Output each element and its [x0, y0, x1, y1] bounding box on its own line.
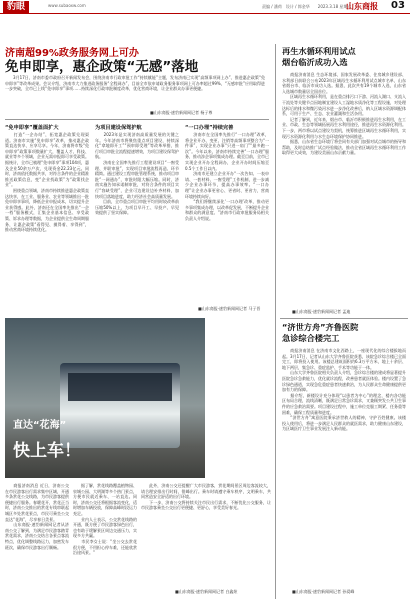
page-header — [0, 0, 410, 14]
col3-byline: ■山东商报·速豹新闻网记者 马子晋 — [198, 306, 261, 311]
section-logo: 豹眼 — [3, 1, 29, 13]
bottom-col2: 据了解，赏花线路覆盖植物园、泉城公园、大明湖等多个热门景点，方便市民就近乘车、一站直达。同时，济南公交还将根据客流变化，适时增加车辆投放，保障高峰时段运力充足。 业内人士表示，公交赏花线路的开通，既方便了市民游客绿色出行，也有助于缓解景区周边交通压力，实现多方共赢。 市民李女士说：“坐公交去赏花很方便，不用担心停车难，还能欣赏沿途风景。” — [73, 483, 137, 556]
bus-photo — [5, 318, 205, 478]
photo-caption-line2: 快上车！ — [13, 441, 81, 461]
right2-body: 商报济南消息 在济南市文化西路上，一座现代化的综合楼拔地而起。3月17日，记者从山东大学齐鲁医院获悉，该院急诊综合楼已全面完工，即将投入使用。该楼总建筑面积约6.3万平方米，地上十余层、地下两层，集急诊、重症监护、手术等功能于一体。 山东大学齐鲁医院相关负责人介绍，急诊综合楼的建成将显著提升医院急诊急救能力，优化就诊流程，改善患者就医体验。楼内设置了急诊绿色通道，实现急危重症患者快速救治，为人民群众生命健康提供更加有力的保障。 据介绍，新楼设计充分体现“以患者为中心”的理念，楼内各功能区布局合理，流线清晰，既满足日常急诊需求，又兼顾突发公共卫生事件的应急救治需要。项目建设过程中，施工单位克服工期紧、任务重等困难，确保工程质量和进度。 “济世方舟”寓意医院秉承济世救人的精神，守护百姓健康。该楼投入使用后，将进一步满足人民群众的就医需求，助力健康山东建设，为区域医疗卫生事业发展注入新动能。 — [282, 348, 406, 432]
lead-headline: 免申即享，惠企政策“无感”落地 — [5, 59, 199, 75]
bottom-col1: 商报济南消息 近日，济南公交在市民游客出行需求集中区域，开通多条赏花公交线路，为市民游客提供便捷出行服务。春暖花开，赏花正当时，济南公交推出的赏花专线串联起城区多处赏花景点，市民可乘坐公交直达“花海”，尽享春日美景。 山东商报·速豹新闻网记者从济南公交了解到，为满足市民游客踏青赏花需求，济南公交结合各景点客流特点，优化调整线路运力，加密发车班次，确保市民游客出行顺畅。 — [5, 483, 69, 550]
bottom-col3: 此外，济南公交还提醒广大市民游客，赏花期间景区周边客流较大，请合理安排出行时间，错峰出行。乘车时请遵守乘车秩序，文明乘车，共同营造安全舒适的出行环境。 下一步，济南公交将持续关注市民出行需求，不断优化公交服务，让市民游客乘坐公交出行更便捷、更舒心，享受美好春光。 — [141, 483, 271, 511]
page-meta: 责编 / 潘荷 设计 / 郎金华 2023.3.18 星期六 — [262, 4, 352, 9]
right2-title-line2: 急诊综合楼完工 — [282, 333, 340, 343]
right1-title-line2: 烟台临沂成功入选 — [282, 57, 348, 67]
col1-heading: “免申即享”覆盖面扩大 — [5, 125, 59, 131]
col1-body: 打造“一企办结”，拓宽惠企政策兑现渠道。济南市实施“免申即享”改革，推动惠企政策直达快享、应享尽享。今年，济南将市级“免申即享”政策事项数量扩大，覆盖人才、科技、就业等多个领域，企业无需申报即可享受政策。据统计，全市已梳理“免申即享”事项104项，惠及企业50余万户次，兑现资金22.23亿元。同时，济南依托数据共享，对符合条件的企业精准推送政策信息，变“企业找政策”为“政策找企业”。 围绕重点领域，济南市持续推进惠企政策直达快享，在工业、服务业、农业等领域推出一批免申即享事项，降低企业申报成本，切实提升企业获得感。此外，济南还在全国率先推出“一企一档”服务模式，汇集企业基本信息、享受政策、诉求办理等数据，为企业提供全生命周期服务，让惠企政策“看得见、摸得着、享得到”，推动营商环境持续优化。 — [5, 132, 89, 233]
bottom-byline: ■山东商报·速豹新闻网记者 白鑫炫 — [175, 589, 238, 594]
right1-body: 商报济南消息 生态环境部、国家发展改革委、住房城乡建设部、水利部日前联合公布2023年区域再生水循环利用试点城市名单，山东省烟台市、临沂市成功入选。据悉，此次共有19个城市入选，山东省入选城市数量居全国首位。 区域再生水循环利用，是在重点排污口下游、河流入湖口、支流入干流处等关键节点因地制宜建设人工湿地水质净化等工程设施，对处理达标后的排水和微污染河水进一步净化改善后，纳入区域水资源调配体系，可用于生产、生态、农业灌溉和生活杂用。 记者了解到，近年来，烟台市、临沂市积极推进再生水利用，在工业、市政、生态等领域拓展再生水利用途径，推进再生水资源化利用。下一步，两市将以试点建设为契机，统筹推进区域再生水循环利用，实现污水资源化利用与水生态环境保护协同推进。 据悉，山东省生态环境厅将会同有关部门加强对试点城市的指导和帮助，及时总结推广试点经验做法，推动全省区域再生水循环利用工作取得更大成效，为建设美丽山东贡献力量。 — [282, 72, 406, 156]
right2-title-line1: “济世方舟”齐鲁医院 — [282, 322, 359, 332]
right1-title-line1: 再生水循环利用试点 — [282, 46, 356, 56]
right2-byline: ■山东商报·速豹新闻网记者 孙爱峰 — [292, 589, 355, 594]
col2-body: 2023年是实现济南高质量发展的关键之年。今年济南市将聚焦重点项目建设，持续深化“拿地即开工”“预审即受理”等改革举措，推行项目审批全流程提速增效，为项目建设保驾护航。 济南在全国率先推行工程建设项目“一窗受理、并联审批”，实现项目审批流程再造、环节精简。通过建设工程审批管理系统，推动项目审批“一网通办”，审批时限大幅压缩。同时，济南实施告知承诺制审批，对符合条件的项目实行“容缺受理”，企业可边建设边补齐材料，加快项目落地进度，助力经济社会高质量发展。 目前，全市重点项目审批平均用时较改革前压缩50%以上，为项目早开工、早投产、早见效提供了坚实保障。 — [95, 132, 179, 216]
lead-intro: 3月17日，济南市委市政府召开新闻发布会，围绕济南市行政审批工作“持续赋能”主题，发布济南已实现“高频事项网上办”、推进惠企政策“免申即享”等改革成果。会议介绍，济南市大力推进政务服务“全程网办”，目前全市依申请政务服务事项网上可办率超过99%，“无感审批”应用取得进一步突破，全市已上线“免申即享”事项……持续深化行政审批制度改革，优化营商环境，让企业群众办事更便捷。 — [5, 75, 265, 92]
column-divider — [275, 44, 276, 599]
col3-body: 济南市在全国率先推行“一口办理”改革，将企业开办、变更、注销等高频事项整合为“一件事”，实现企业办事“只进一扇门”“最多跑一次”。今年以来，济南市持续完善“一口办理”服务，推动涉企事项集成办理。截至目前，全市已实现企业开办全程网办，企业开办时间压缩至0.5个工作日以内。 济南市还建立企业开办“一次告知、一表申请、一套材料、一窗受理”工作机制，进一步减少企业办事环节，提高办事效率。“一口办理”让企业办事更省心、更省时、更省力，营商环境持续向好。 “我们将继续深化‘一口办理’改革，推动更多事项集成办理，以改革促发展，不断提升企业和群众的满意度。”济南市行政审批服务局相关负责人介绍说。 — [185, 132, 269, 221]
page-number: 03 — [391, 0, 405, 11]
lead-byline: ■山东商报·速豹新闻网记者 杨子尊 — [150, 110, 213, 115]
col3-heading: “一口办理”持续完善 — [185, 125, 234, 131]
lead-divider — [5, 119, 269, 120]
newspaper-name: 山东商报 — [346, 2, 378, 11]
site-url[interactable]: www.subaoxw.com — [48, 3, 86, 8]
col2-heading: 为项目建设保驾护航 — [95, 125, 142, 131]
lead-subtitle: 济南超99%政务服务网上可办 — [5, 48, 139, 59]
photo-caption-line1: 直达“花海” — [13, 420, 67, 431]
bus-window — [68, 373, 172, 401]
right-divider — [280, 318, 408, 319]
right1-byline: ■山东商报·速豹新闻网记者 孟迪 — [292, 309, 351, 314]
